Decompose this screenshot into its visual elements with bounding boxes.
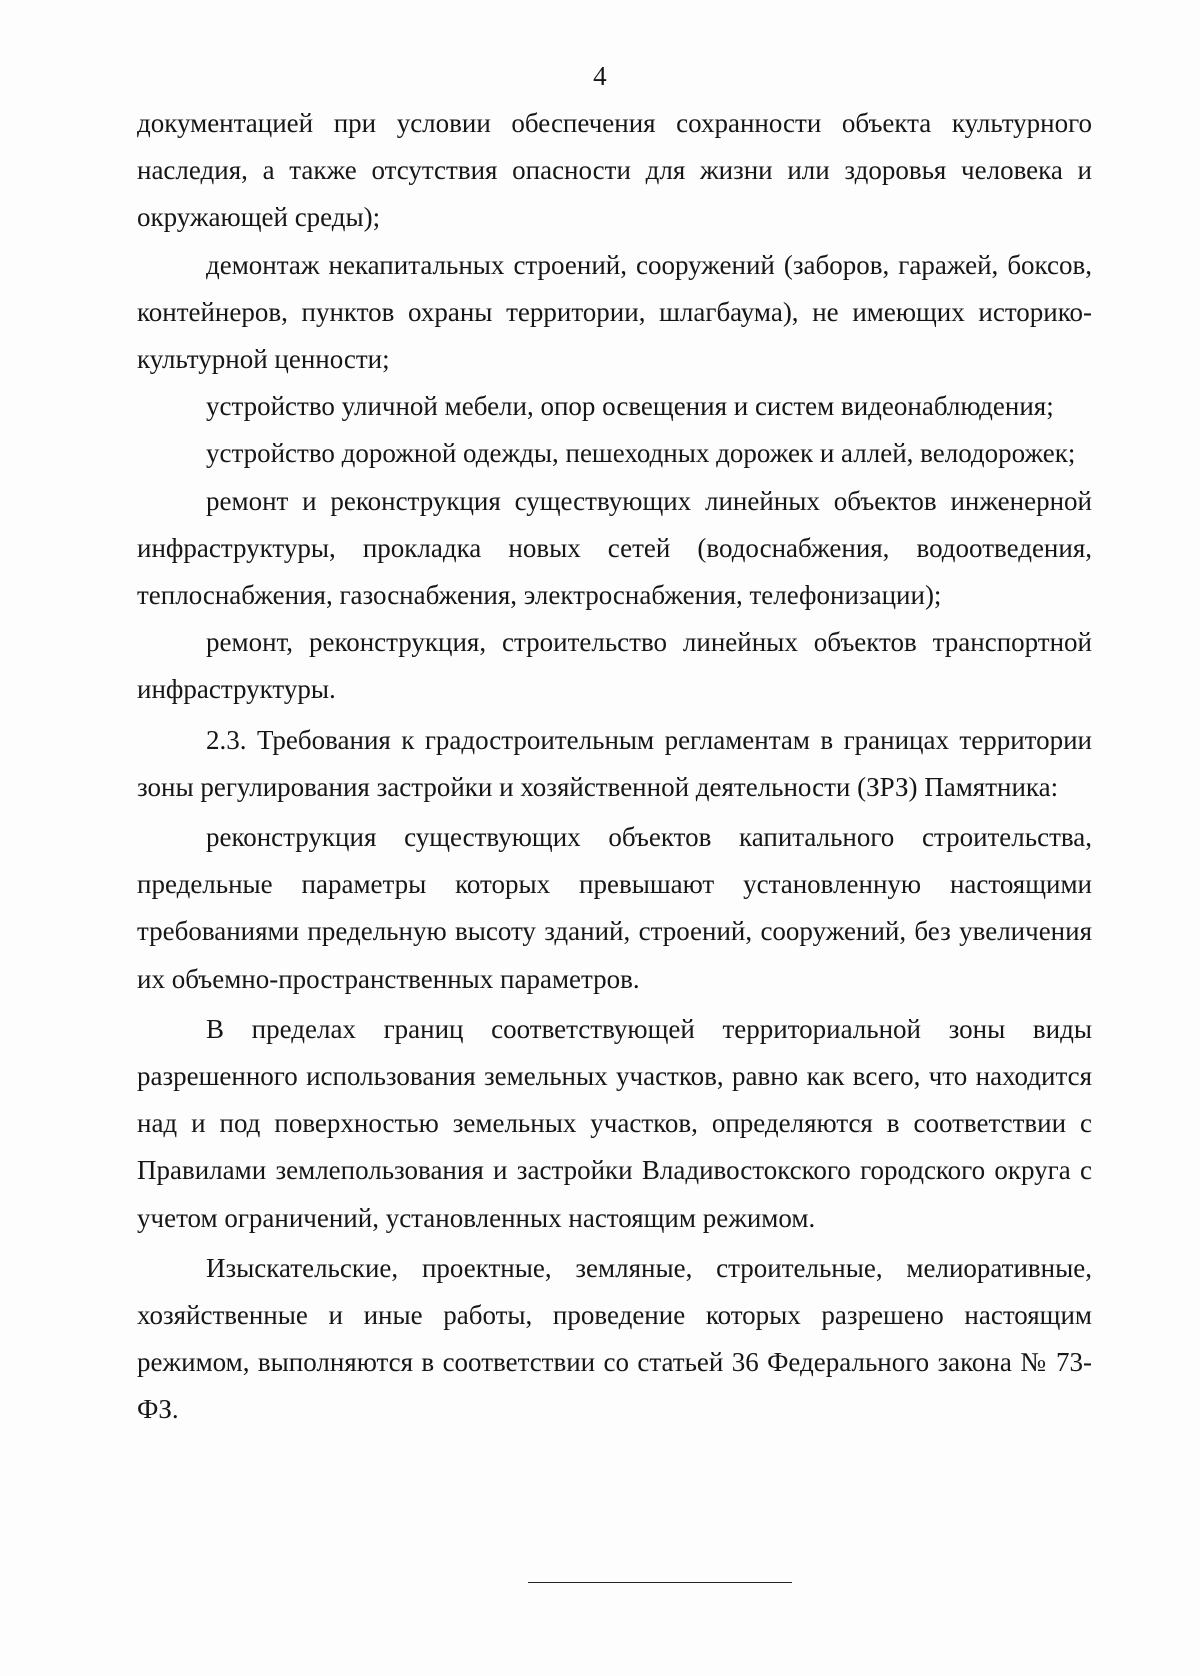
paragraph-transport-infrastructure: ремонт, реконструкция, строительство линейных объектов транспортной инфраструктуры. (137, 627, 1092, 705)
paragraph-permitted-use: В пределах границ соответствующей территориальной зоны виды разрешенного использования земельных участков, равно как всего, что находится над и под поверхностью земельных участков, определяются в соответствии с Правилами землепользования и застройки Владивостокского городского округа с учетом ограничений, установленных настоящим режимом. (137, 1013, 1092, 1233)
paragraph-reconstruction: реконструкция существующих объектов капитального строительства, предельные параметры которых превышают установленную настоящими требованиями предельную высоту зданий, строений, сооружений, без увеличения их объемно-пространственных параметров. (137, 822, 1092, 994)
page-number: 4 (593, 61, 607, 91)
paragraph-continuation: документацией при условии обеспечения сохранности объекта культурного наследия, а также отсутствия опасности для жизни или здоровья человека и окружающей среды); (137, 108, 1092, 233)
paragraph-road-surface: устройство дорожной одежды, пешеходных дорожек и аллей, велодорожек; (206, 438, 1076, 469)
paragraph-street-furniture: устройство уличной мебели, опор освещения и систем видеонаблюдения; (206, 391, 1054, 422)
paragraph-section-2-3: 2.3. Требования к градостроительным регламентам в границах территории зоны регулирования застройки и хозяйственной деятельности (ЗРЗ) Памятника: (137, 724, 1092, 802)
paragraph-engineering-infrastructure: ремонт и реконструкция существующих линейных объектов инженерной инфраструктуры, прокладка новых сетей (водоснабжения, водоотведения, теплоснабжения, газоснабжения, электроснабжения, телефонизации); (137, 485, 1092, 611)
document-body (137, 100, 1092, 1434)
paragraph-works: Изыскательские, проектные, земляные, строительные, мелиоративные, хозяйственные и иные работы, проведение которых разрешено настоящим режимом, выполняются в соответствии со статьей 36 Федерального закона № 73-ФЗ. (137, 1252, 1092, 1425)
end-of-document-rule (528, 1582, 792, 1583)
paragraph-dismantling: демонтаж некапитальных строений, сооружений (заборов, гаражей, боксов, контейнеров, пунктов охраны территории, шлагбаума), не имеющих историко-культурной ценности; (137, 249, 1092, 375)
